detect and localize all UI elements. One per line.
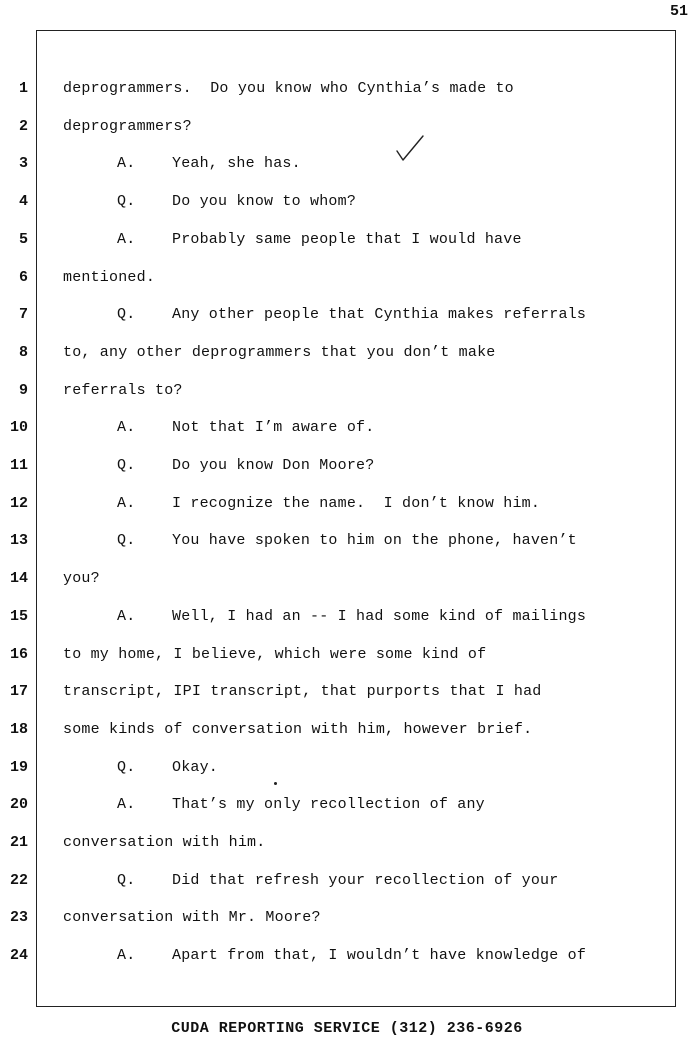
page-number: 51 [669, 3, 688, 20]
line-number: 10 [9, 419, 28, 436]
line-number: 4 [18, 193, 28, 210]
checkmark-annotation [395, 134, 425, 164]
speaker-label: A. [117, 155, 136, 172]
line-text: conversation with him. [63, 834, 266, 851]
stray-mark [274, 782, 277, 785]
line-number: 17 [9, 683, 28, 700]
speaker-label: A. [117, 419, 136, 436]
line-number: 7 [18, 306, 28, 323]
line-text: Well, I had an -- I had some kind of mailings [172, 608, 587, 625]
transcript-line [63, 418, 374, 438]
transcript-line [63, 230, 522, 250]
transcript-line [63, 494, 540, 514]
speaker-label: A. [117, 947, 136, 964]
speaker-label: A. [117, 231, 136, 248]
transcript-line [63, 381, 183, 401]
speaker-label: Q. [117, 306, 136, 323]
line-text: deprogrammers. Do you know who Cynthia’s made to [63, 80, 514, 97]
line-number: 8 [18, 344, 28, 361]
line-number: 9 [18, 382, 28, 399]
line-text: transcript, IPI transcript, that purports that I had [63, 683, 542, 700]
speaker-label: A. [117, 495, 136, 512]
line-text: you? [63, 570, 100, 587]
line-text: Did that refresh your recollection of your [172, 872, 559, 889]
line-number: 6 [18, 269, 28, 286]
line-text: Any other people that Cynthia makes referrals [172, 306, 587, 323]
line-text: You have spoken to him on the phone, haven’t [172, 532, 577, 549]
transcript-line [63, 645, 486, 665]
transcript-frame [36, 30, 676, 1007]
line-text: Probably same people that I would have [172, 231, 522, 248]
transcript-line [63, 154, 301, 174]
transcript-line [63, 456, 374, 476]
transcript-line [63, 682, 541, 702]
line-text: deprogrammers? [63, 118, 192, 135]
line-number: 13 [9, 532, 28, 549]
line-number: 23 [9, 909, 28, 926]
transcript-line [63, 343, 495, 363]
transcript-line [63, 871, 558, 891]
line-number: 1 [18, 80, 28, 97]
transcript-line [63, 795, 485, 815]
line-text: Okay. [172, 759, 219, 776]
transcript-line [63, 720, 532, 740]
line-text: Do you know Don Moore? [172, 457, 375, 474]
transcript-line [63, 946, 586, 966]
line-text: referrals to? [63, 382, 183, 399]
line-text: Apart from that, I wouldn’t have knowledge of [172, 947, 587, 964]
transcript-line [63, 192, 356, 212]
speaker-label: A. [117, 608, 136, 625]
speaker-label: Q. [117, 532, 136, 549]
transcript-line [63, 908, 321, 928]
line-number: 20 [9, 796, 28, 813]
line-number: 18 [9, 721, 28, 738]
transcript-line [63, 79, 514, 99]
transcript-line [63, 758, 218, 778]
line-text: Not that I’m aware of. [172, 419, 375, 436]
line-number: 22 [9, 872, 28, 889]
line-text: to, any other deprogrammers that you don’t make [63, 344, 496, 361]
line-number: 12 [9, 495, 28, 512]
line-text: mentioned. [63, 269, 156, 286]
speaker-label: A. [117, 796, 136, 813]
line-number: 2 [18, 118, 28, 135]
speaker-label: Q. [117, 872, 136, 889]
reporter-footer: CUDA REPORTING SERVICE (312) 236-6926 [171, 1020, 523, 1037]
line-text: Do you know to whom? [172, 193, 357, 210]
line-number: 19 [9, 759, 28, 776]
transcript-line [63, 833, 265, 853]
transcript-line [63, 569, 100, 589]
transcript-line [63, 268, 155, 288]
line-number: 21 [9, 834, 28, 851]
line-number: 16 [9, 646, 28, 663]
line-text: I recognize the name. I don’t know him. [172, 495, 541, 512]
line-text: That’s my only recollection of any [172, 796, 485, 813]
transcript-line [63, 607, 586, 627]
transcript-line [63, 531, 577, 551]
line-number: 14 [9, 570, 28, 587]
line-number: 5 [18, 231, 28, 248]
speaker-label: Q. [117, 457, 136, 474]
line-text: to my home, I believe, which were some kind of [63, 646, 487, 663]
speaker-label: Q. [117, 759, 136, 776]
line-number: 3 [18, 155, 28, 172]
transcript-line [63, 305, 586, 325]
line-text: some kinds of conversation with him, however brief. [63, 721, 533, 738]
line-number: 15 [9, 608, 28, 625]
line-text: conversation with Mr. Moore? [63, 909, 321, 926]
line-text: Yeah, she has. [172, 155, 301, 172]
speaker-label: Q. [117, 193, 136, 210]
line-number: 11 [9, 457, 28, 474]
transcript-line [63, 117, 192, 137]
line-number: 24 [9, 947, 28, 964]
